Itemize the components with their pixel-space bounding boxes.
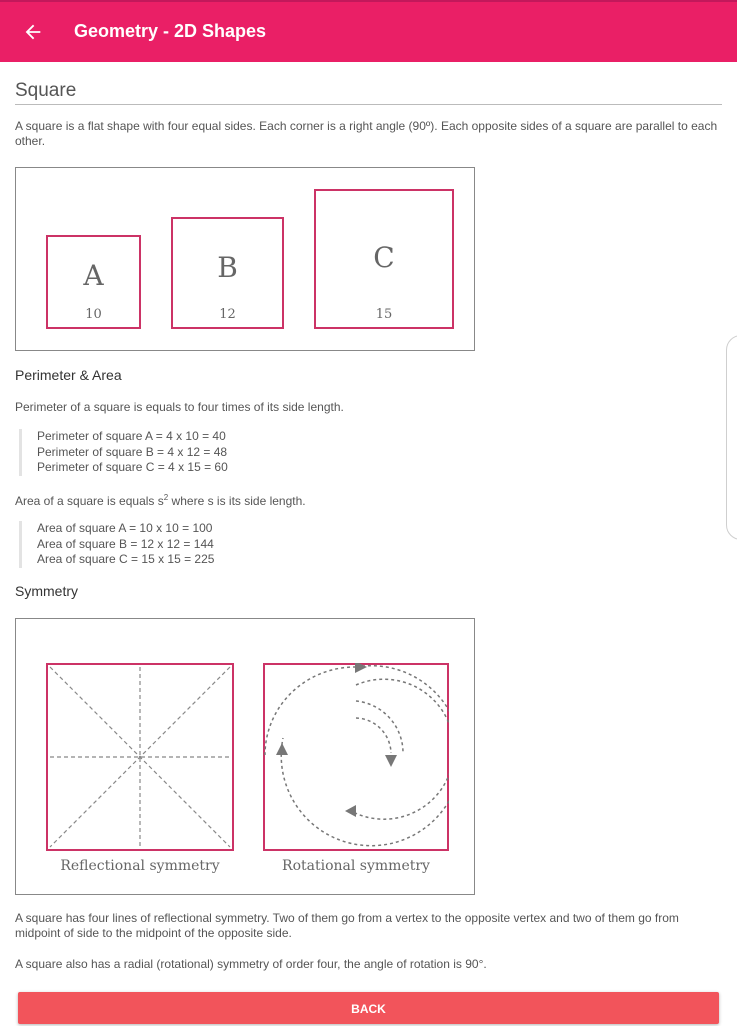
symmetry-heading: Symmetry bbox=[15, 583, 78, 599]
square-a bbox=[46, 235, 141, 329]
back-arrow-icon[interactable] bbox=[22, 21, 44, 43]
perimeter-area-heading: Perimeter & Area bbox=[15, 367, 122, 383]
area-intro-suffix: where s is its side length. bbox=[168, 494, 306, 508]
outer-arc-left bbox=[265, 667, 356, 755]
area-intro-prefix: Area of a square is equals s bbox=[15, 494, 164, 508]
square-a-side: 10 bbox=[85, 307, 102, 322]
outer-arc bbox=[281, 666, 449, 846]
symmetry-para-2: A square also has a radial (rotational) symmetry of order four, the angle of rotation is 90°. bbox=[15, 957, 487, 971]
area-line-b: Area of square B = 12 x 12 = 144 bbox=[37, 536, 214, 551]
area-intro-sup: 2 bbox=[163, 493, 169, 502]
square-b-letter: B bbox=[217, 251, 238, 284]
perimeter-quote bbox=[19, 429, 228, 476]
back-button[interactable]: BACK bbox=[18, 992, 719, 1024]
symmetry-para-1: A square has four lines of reflectional symmetry. Two of them go from a vertex to the opposite vertex and two of them go from midpoint of side to the midpoint of the opposite side. bbox=[15, 911, 679, 940]
rotational-symmetry-diagram bbox=[263, 663, 449, 851]
scroll-indicator[interactable] bbox=[726, 335, 737, 540]
reflectional-symmetry-diagram bbox=[46, 663, 234, 851]
area-line-c: Area of square C = 15 x 15 = 225 bbox=[37, 552, 215, 566]
area-intro bbox=[15, 490, 306, 509]
square-b bbox=[171, 217, 284, 329]
square-intro: A square is a flat shape with four equal sides. Each corner is a right angle (90º). Each opposite sides of a square are parallel to each other. bbox=[15, 119, 718, 148]
inner-arrow-head bbox=[385, 755, 397, 767]
innermost-arc bbox=[356, 718, 391, 753]
squares-figure bbox=[15, 167, 475, 351]
square-c-side: 15 bbox=[375, 307, 393, 322]
square-c-letter: C bbox=[373, 241, 395, 274]
middle-arrow-head bbox=[345, 805, 356, 817]
symmetry-figure bbox=[15, 618, 475, 895]
area-quote bbox=[19, 521, 214, 568]
square-c bbox=[314, 189, 454, 329]
perimeter-line-c: Perimeter of square C = 4 x 15 = 60 bbox=[37, 460, 228, 474]
app-bar bbox=[0, 0, 737, 62]
square-a-letter: A bbox=[83, 259, 104, 292]
rotational-square bbox=[264, 664, 448, 850]
app-title: Geometry - 2D Shapes bbox=[74, 21, 267, 41]
area-line-a: Area of square A = 10 x 10 = 100 bbox=[37, 521, 213, 535]
perimeter-line-a: Perimeter of square A = 4 x 10 = 40 bbox=[37, 429, 226, 443]
middle-arc bbox=[351, 679, 449, 819]
rotational-caption: Rotational symmetry bbox=[282, 858, 430, 874]
reflectional-caption: Reflectional symmetry bbox=[60, 858, 220, 874]
left-arrow-head bbox=[276, 743, 288, 755]
perimeter-line-b: Perimeter of square B = 4 x 12 = 48 bbox=[37, 444, 228, 459]
section-title-square: Square bbox=[15, 80, 722, 105]
square-b-side: 12 bbox=[219, 307, 236, 322]
perimeter-intro: Perimeter of a square is equals to four times of its side length. bbox=[15, 400, 344, 414]
